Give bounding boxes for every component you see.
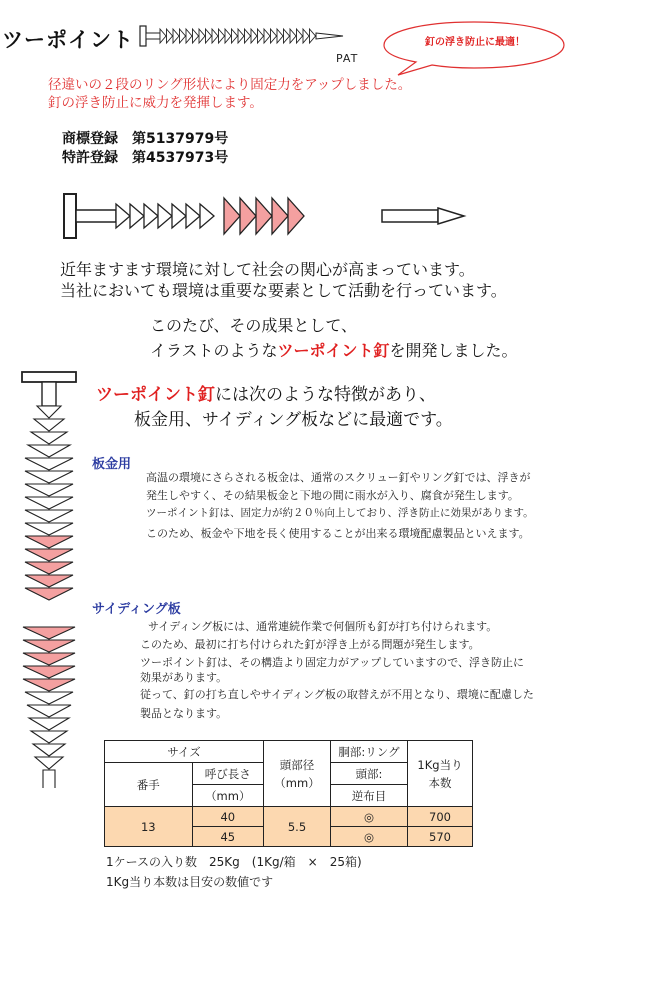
nail-ring-pink (23, 679, 75, 691)
nail-ring (29, 718, 69, 730)
nail-ring (25, 692, 73, 704)
nail-ring (25, 458, 73, 470)
col-count-header (408, 741, 473, 807)
count-label-2: 本数 (428, 775, 452, 790)
nail-ring (264, 29, 270, 43)
nail-ring (25, 484, 73, 496)
siding-heading: サイディング板 (92, 602, 181, 617)
speech-bubble (378, 18, 570, 78)
cell-length: 45 (192, 827, 263, 847)
nail-ring-pink (288, 198, 304, 234)
nail-ring (193, 29, 199, 43)
bubble-text: 釘の浮き防止に最適！ (425, 37, 525, 48)
nail-ring (31, 432, 67, 444)
nail-ring (173, 29, 179, 43)
sheet-metal-line-4: このため、板金や下地を長く使用することが出来る環境配慮製品といえます。 (146, 527, 530, 540)
nail-ring (297, 29, 303, 43)
features-line-1-post: には次のような特徴があり、 (215, 385, 436, 405)
col-body-header: 胴部:リング (331, 741, 408, 763)
cell-mark: ◎ (331, 827, 408, 847)
nail-ring (28, 445, 70, 457)
nail-ring (180, 29, 186, 43)
nail-ring (277, 29, 283, 43)
cell-length: 40 (192, 807, 263, 827)
nail-ring-pink (25, 549, 73, 561)
nail-ring-pink (240, 198, 256, 234)
patent-registration: 特許登録 第4537973号 (62, 150, 229, 166)
nail-ring (25, 471, 73, 483)
lead-line-4 (150, 340, 518, 362)
intro-line-2: 釘の浮き防止に威力を発揮します。 (48, 95, 263, 111)
nail-ring (27, 705, 71, 717)
nail-ring (245, 29, 251, 43)
nail-ring (225, 29, 231, 43)
nail-ring-pink (23, 627, 75, 639)
nail-ring (206, 29, 212, 43)
nail-ring (33, 744, 65, 756)
nail-ring (186, 204, 200, 228)
col-headtype-header: 頭部: (331, 763, 408, 785)
note-line-2: 1Kg当り本数は目安の数値です (106, 875, 274, 889)
nail-ring (34, 419, 64, 431)
product-title: ツーポイント (2, 28, 134, 52)
nail-ring-pink (23, 640, 75, 652)
nail-ring (116, 204, 130, 228)
nail-ring-pink (256, 198, 272, 234)
sheet-metal-line-3: ツーポイント釘は、固定力が約２０％向上しており、浮き防止に効果があります。 (146, 507, 534, 519)
large-nail-illustration (62, 192, 472, 244)
cell-head-diameter: 5.5 (264, 807, 331, 847)
nail-ring (212, 29, 218, 43)
lead-line-4-pre: イラストのような (150, 341, 278, 360)
small-nail-illustration (138, 24, 348, 48)
nail-ring (35, 757, 63, 769)
nail-ring (219, 29, 225, 43)
features-line-1 (96, 384, 436, 406)
col-length-unit: （mm） (192, 785, 263, 807)
lead-line-1: 近年ますます環境に対して社会の関心が高まっています。 (60, 260, 475, 279)
sheet-metal-line-1: 高温の環境にさらされる板金は、通常のスクリュー釘やリング釘では、浮きが (146, 471, 531, 484)
nail-ring (199, 29, 205, 43)
nail-ring (186, 29, 192, 43)
nail-ring (160, 29, 166, 43)
nail-ring (31, 731, 67, 743)
cell-number: 13 (105, 807, 193, 847)
nail-ring (310, 29, 316, 43)
nail-ring (37, 406, 61, 418)
siding-line-3: ツーポイント釘は、その構造より固定力がアップしていますので、浮き防止に (140, 656, 525, 669)
nail-ring (144, 204, 158, 228)
intro-line-1: 径違いの２段のリング形状により固定力をアップしました。 (48, 77, 412, 93)
nail-ring (130, 204, 144, 228)
vertical-nail-illustration (18, 368, 84, 788)
nail-ring (258, 29, 264, 43)
nail-tip (43, 770, 55, 788)
trademark-registration: 商標登録 第5137979号 (62, 131, 229, 147)
siding-line-1: サイディング板には、通常連続作業で何個所も釘が打ち付けられます。 (148, 620, 498, 633)
lead-line-3: このたび、その成果として、 (150, 316, 358, 335)
nail-ring-pink (224, 198, 240, 234)
nail-ring-pink (25, 536, 73, 548)
nail-ring (158, 204, 172, 228)
nail-ring-pink (25, 588, 73, 600)
col-headtype-header-2: 逆布目 (331, 785, 408, 807)
head-diameter-label: 頭部径 (279, 757, 315, 772)
table-row (105, 807, 473, 827)
cell-mark: ◎ (331, 807, 408, 827)
nail-ring (271, 29, 277, 43)
col-head-diameter-header (264, 741, 331, 807)
spec-table (104, 740, 473, 847)
nail-ring (284, 29, 290, 43)
cell-count: 700 (408, 807, 473, 827)
nail-ring (232, 29, 238, 43)
nail-ring (25, 523, 73, 535)
nail-ring (25, 510, 73, 522)
siding-line-4: 効果があります。 (140, 671, 228, 684)
col-size-header: サイズ (105, 741, 264, 763)
nail-ring-pink (23, 666, 75, 678)
cell-count: 570 (408, 827, 473, 847)
nail-ring-pink (272, 198, 288, 234)
nail-ring (25, 497, 73, 509)
nail-ring-pink (23, 653, 75, 665)
note-line-1: 1ケースの入り数 25Kg (1Kg/箱 × 25箱) (106, 855, 362, 869)
col-number-header: 番手 (105, 763, 193, 807)
nail-ring (238, 29, 244, 43)
sheet-metal-heading: 板金用 (92, 457, 132, 472)
pat-label: PAT (336, 52, 359, 65)
lead-line-2: 当社においても環境は重要な要素として活動を行っています。 (60, 281, 507, 300)
lead-line-4-post: を開発しました。 (389, 341, 518, 360)
sheet-metal-line-2: 発生しやすく、その結果板金と下地の間に雨水が入り、腐食が発生します。 (146, 489, 519, 502)
nail-ring (167, 29, 173, 43)
nail-ring-pink (25, 575, 73, 587)
features-product-name: ツーポイント釘 (96, 385, 215, 405)
count-label: 1Kg当り (417, 757, 463, 772)
nail-ring-pink (25, 562, 73, 574)
siding-line-2: このため、最初に打ち付けられた釘が浮き上がる問題が発生します。 (140, 638, 480, 651)
head-diameter-unit: （mm） (274, 775, 320, 790)
product-name-highlight: ツーポイント釘 (277, 341, 390, 360)
siding-line-6: 製品となります。 (140, 707, 228, 720)
nail-ring (303, 29, 309, 43)
nail-ring (172, 204, 186, 228)
nail-ring (251, 29, 257, 43)
nail-ring (290, 29, 296, 43)
siding-line-5: 従って、釘の打ち直しやサイディング板の取替えが不用となり、環境に配慮した (140, 688, 534, 701)
col-length-header: 呼び長さ (192, 763, 263, 785)
features-line-2: 板金用、サイディング板などに最適です。 (134, 410, 453, 430)
nail-ring (200, 204, 214, 228)
